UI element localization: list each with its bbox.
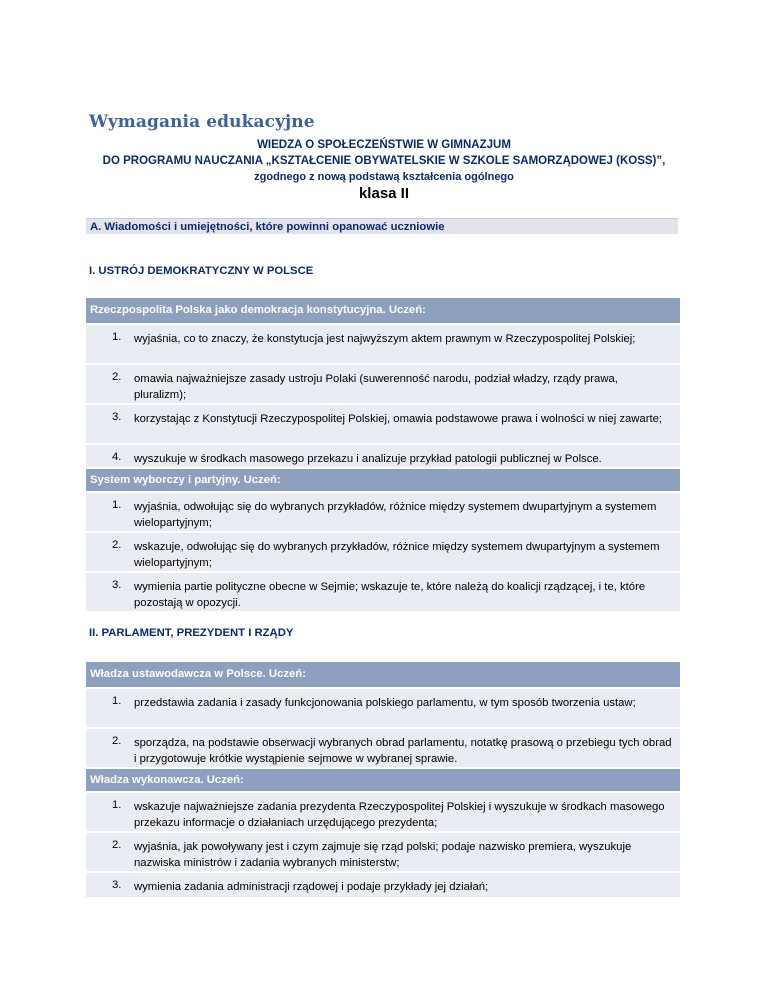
item-text: wyjaśnia, co to znaczy, że konstytucja jest najwyższym aktem prawnym w Rzeczypospolitej Polskiej; (134, 333, 636, 345)
item-text: omawia najważniejsze zasady ustroju Polaki (suwerenność narodu, podział władzy, rządy prawa, pluralizm); (134, 373, 618, 401)
list-item (86, 793, 680, 831)
item-number: 3. (112, 579, 122, 591)
part-heading: I. USTRÓJ DEMOKRATYCZNY W POLSCE (89, 265, 314, 277)
item-number: 2. (112, 539, 122, 551)
topic-heading: Władza wykonawcza. Uczeń: (86, 769, 680, 791)
item-text: wyszukuje w środkach masowego przekazu i analizuje przykład patologii publicznej w Polsce. (134, 453, 602, 465)
list-item (86, 405, 680, 443)
list-item (86, 365, 680, 403)
section-a-heading: A. Wiadomości i umiejętności, które powinni opanować uczniowie (86, 218, 678, 234)
list-item (86, 873, 680, 897)
item-text: wskazuje, odwołując się do wybranych przykładów, różnice między systemem dwupartyjnym a systemem wielopartyjnym; (134, 541, 660, 569)
item-number: 4. (112, 451, 122, 463)
item-number: 1. (112, 799, 122, 811)
item-text: wymienia partie polityczne obecne w Sejmie; wskazuje te, które należą do koalicji rządzącej, i te, które pozostają w opozycji. (134, 581, 646, 609)
item-number: 3. (112, 411, 122, 423)
item-text: wyjaśnia, jak powoływany jest i czym zajmuje się rząd polski; podaje nazwisko premiera, wyszukuje nazwiska ministrów i zadania wybranych ministerstw; (134, 841, 632, 869)
list-item (86, 833, 680, 871)
item-number: 1. (112, 499, 122, 511)
list-item (86, 573, 680, 611)
list-item (86, 689, 680, 727)
list-item (86, 729, 680, 767)
subtitle-basis: zgodnego z nową podstawą kształcenia ogólnego (254, 171, 514, 183)
item-text: korzystając z Konstytucji Rzeczypospolitej Polskiej, omawia podstawowe prawa i wolności w niej zawarte; (134, 413, 663, 425)
class-label: klasa II (358, 185, 410, 202)
part-heading: II. PARLAMENT, PREZYDENT I RZĄDY (89, 627, 294, 639)
document-title: Wymagania edukacyjne (89, 112, 315, 132)
item-number: 2. (112, 839, 122, 851)
item-text: wskazuje najważniejsze zadania prezydenta Rzeczypospolitej Polskiej i wyszukuje w środkach masowego przekazu informacje o działaniach urzędującego prezydenta; (134, 801, 665, 829)
item-text: wymienia zadania administracji rządowej i podaje przykłady jej działań; (134, 881, 489, 893)
item-number: 2. (112, 735, 122, 747)
item-text: sporządza, na podstawie obserwacji wybranych obrad parlamentu, notatkę prasową o przebiegu tych obrad i przygotowuje krótkie wystąpienie sejmowe w wybranej sprawie. (134, 737, 672, 765)
list-item (86, 325, 680, 363)
item-text: wyjaśnia, odwołując się do wybranych przykładów, różnice między systemem dwupartyjnym a systemem wielopartyjnym; (134, 501, 657, 529)
topic-heading: Rzeczpospolita Polska jako demokracja konstytucyjna. Uczeń: (86, 298, 680, 323)
item-number: 1. (112, 331, 122, 343)
subtitle-subject: WIEDZA O SPOŁECZEŃSTWIE W GIMNAZJUM (257, 139, 511, 151)
item-text: przedstawia zadania i zasady funkcjonowania polskiego parlamentu, w tym sposób tworzenia ustaw; (134, 697, 636, 709)
list-item (86, 493, 680, 531)
item-number: 1. (112, 695, 122, 707)
item-number: 2. (112, 371, 122, 383)
subtitle-program: DO PROGRAMU NAUCZANIA „KSZTAŁCENIE OBYWATELSKIE W SZKOLE SAMORZĄDOWEJ (KOSS)”, (102, 155, 666, 167)
topic-heading: System wyborczy i partyjny. Uczeń: (86, 469, 680, 491)
list-item (86, 445, 680, 467)
item-number: 3. (112, 879, 122, 891)
topic-heading: Władza ustawodawcza w Polsce. Uczeń: (86, 662, 680, 687)
list-item (86, 533, 680, 571)
